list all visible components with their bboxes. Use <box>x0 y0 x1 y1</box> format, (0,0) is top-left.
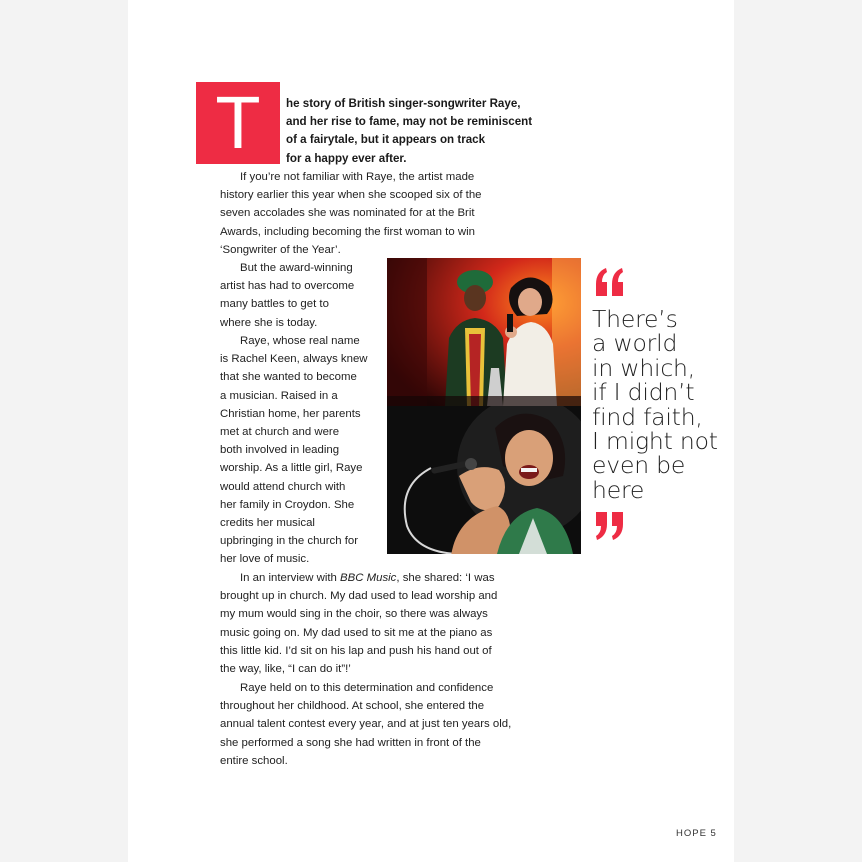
intro-line: of a fairytale, but it appears on track <box>286 133 486 147</box>
intro-line: and her rise to fame, may not be reminiscent <box>286 115 533 129</box>
pull-quote-line: There’s <box>592 305 678 333</box>
body-line: her love of music. <box>220 553 310 566</box>
body-line: Awards, including becoming the first woman to win <box>220 225 475 238</box>
body-line: history earlier this year when she scooped six of the <box>220 189 482 202</box>
body-line: many battles to get to <box>220 298 329 311</box>
body-line: her family in Croydon. She <box>220 498 355 511</box>
body-line: the way, like, “I can do it”!’ <box>220 663 351 676</box>
performance-photo-image <box>387 406 581 554</box>
pull-quote-line: a world <box>592 329 678 358</box>
pull-quote-line: in which, <box>592 353 696 382</box>
body-line: credits her musical <box>220 517 315 530</box>
body-line: Christian home, her parents <box>220 407 361 420</box>
close-quote-icon <box>592 510 628 542</box>
award-photo-image <box>387 258 581 406</box>
body-line: ‘Songwriter of the Year’. <box>220 243 341 256</box>
paragraph-5 <box>220 679 511 770</box>
body-line: this little kid. I’d sit on his lap and push his hand out of <box>220 644 492 657</box>
body-line: Raye held on to this determination and confidence <box>240 682 494 694</box>
body-line: is Rachel Keen, always knew <box>220 353 368 366</box>
pull-quote-line: here <box>592 475 645 504</box>
body-line: If you’re not familiar with Raye, the artist made <box>240 171 475 183</box>
pull-quote-line: find faith, <box>592 402 703 431</box>
pull-quote-line: if I didn’t <box>592 378 695 407</box>
pull-quote-line: I might not <box>592 427 718 456</box>
pull-quote <box>592 307 732 502</box>
body-line: music going on. My dad used to sit me at the piano as <box>220 626 493 639</box>
body-line: both involved in leading <box>220 444 340 457</box>
intro-line: for a happy ever after. <box>286 151 407 165</box>
paragraph-3 <box>220 332 368 569</box>
body-line: that she wanted to become <box>220 371 357 384</box>
body-line: But the award-winning <box>240 262 353 274</box>
body-line: met at church and were <box>220 426 340 439</box>
body-line: brought up in church. My dad used to lead worship and <box>220 590 498 603</box>
body-line: Raye, whose real name <box>240 335 360 347</box>
pull-quote-line: even be <box>592 451 686 480</box>
body-line: upbringing in the church for <box>220 535 359 548</box>
body-line: a musician. Raised in a <box>220 389 338 402</box>
paragraph-1 <box>220 168 481 259</box>
paragraph-2 <box>220 259 354 332</box>
body-line: my mum would sing in the choir, so there was always <box>220 608 488 621</box>
body-line: where she is today. <box>220 316 318 329</box>
paragraph-4 <box>220 569 497 678</box>
body-line: worship. As a little girl, Raye <box>220 462 363 475</box>
body-line: seven accolades she was nominated for at the Brit <box>220 207 475 220</box>
body-line <box>220 569 497 587</box>
body-line: annual talent contest every year, and at just ten years old, <box>220 718 512 731</box>
performance-photo <box>387 406 581 554</box>
para4-suffix: , she shared: ‘I was <box>396 572 495 584</box>
page-folio: HOPE 5 <box>676 828 717 839</box>
article-intro <box>286 95 554 168</box>
body-line: entire school. <box>220 754 288 767</box>
drop-cap <box>196 82 280 164</box>
body-line: would attend church with <box>220 480 346 493</box>
body-line: artist has had to overcome <box>220 280 355 293</box>
body-line: throughout her childhood. At school, she entered the <box>220 700 485 713</box>
source-title: BBC Music <box>340 572 397 584</box>
drop-cap-letter: T <box>215 81 261 164</box>
award-photo <box>387 258 581 406</box>
para4-prefix: In an interview with <box>240 572 341 584</box>
intro-line: he story of British singer-songwriter Raye, <box>286 97 521 110</box>
body-line: she performed a song she had written in front of the <box>220 736 481 749</box>
open-quote-icon <box>592 266 628 298</box>
